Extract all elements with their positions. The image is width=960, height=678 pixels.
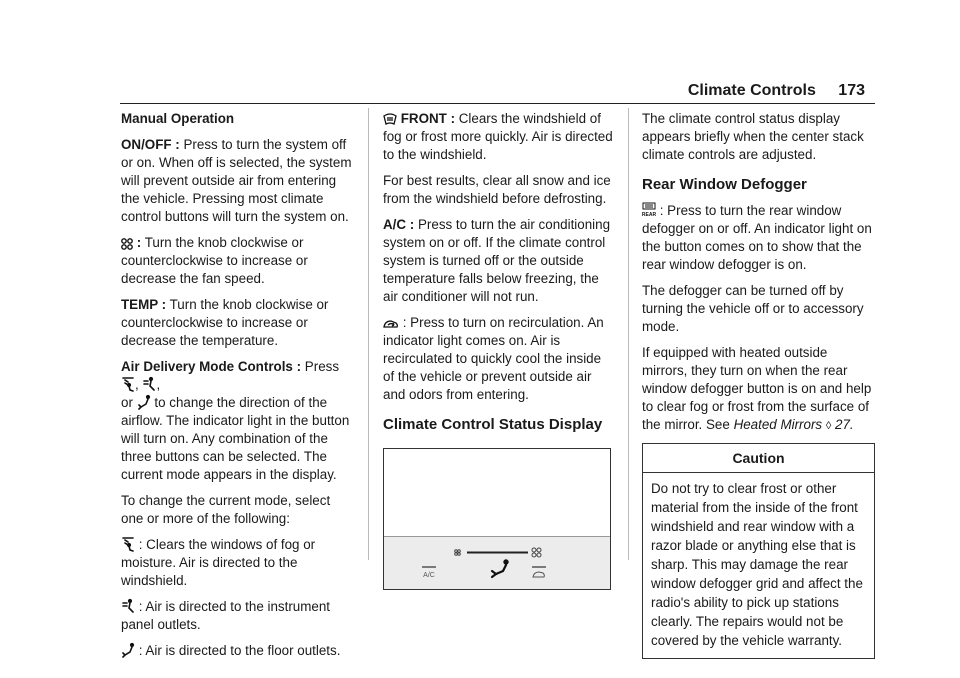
- rear-defogger-paragraph: [642, 202, 875, 274]
- ac-paragraph: [383, 216, 613, 306]
- column-divider-2: [628, 108, 629, 560]
- manual-operation-heading: Manual Operation: [121, 111, 235, 126]
- comma-1: ,: [135, 377, 139, 392]
- recirc-text: : Press to turn on recirculation. An indicator light comes on. Air is recirculated to quickly cool the inside of the vehicle or prevent outside air and odors from entering.: [383, 315, 604, 402]
- column-2: [383, 110, 613, 590]
- ac-text: Press to turn the air conditioning system on or off. If the climate control system is turned off or the outside temperature falls below freezing, the air conditioner will not run.: [383, 217, 611, 304]
- column-1: [121, 110, 354, 668]
- onoff-text: Press to turn the system off or on. When off is selected, the system will prevent outside air from entering the vehicle. Pressing most climate control buttons will turn the system on.: [121, 137, 352, 224]
- front-defrost-icon: [383, 112, 397, 126]
- press-word: Press: [304, 359, 340, 374]
- fan-label: :: [136, 235, 142, 250]
- heated-mirrors-link[interactable]: Heated Mirrors: [733, 417, 823, 432]
- fan-icon: [121, 238, 133, 250]
- display-recirc-icon: [533, 572, 544, 577]
- air-delivery-paragraph: [121, 358, 354, 484]
- onoff-label: ON/OFF :: [121, 137, 180, 152]
- mode-defog-text: : Clears the windows of fog or moisture. Air is directed to the windshield.: [121, 537, 316, 588]
- mode-vent-text: : Air is directed to the instrument panel outlets.: [121, 599, 331, 632]
- display-ac-label: A/C: [423, 572, 435, 579]
- column-3: [642, 110, 875, 659]
- front-defrost-paragraph: [383, 110, 613, 164]
- temp-label: TEMP :: [121, 297, 167, 312]
- caution-box: [642, 443, 875, 659]
- rear-icon-text: REAR: [642, 212, 656, 218]
- display-control-band: [384, 536, 610, 589]
- recirc-paragraph: [383, 314, 613, 404]
- status-display-heading: Climate Control Status Display: [383, 416, 603, 433]
- mode-floor-text: : Air is directed to the floor outlets.: [138, 643, 341, 658]
- caution-text: Do not try to clear frost or other material from the inside of the front windshield and rear window with a razor blade or anything else that is sharp. This may damage the rear window defogger grid and affect the radio's ability to pick up stations clearly. The repairs would not be covered by the vehicle warranty.: [651, 481, 863, 648]
- column-divider-1: [368, 108, 369, 560]
- floor-mode-icon: [137, 394, 151, 410]
- fan-text: Turn the knob clockwise or counterclockwise to increase or decrease the fan speed.: [121, 235, 308, 286]
- defog-mode-icon: [121, 376, 135, 392]
- temp-text: Turn the knob clockwise or counterclockwise to increase or decrease the temperature.: [121, 297, 329, 348]
- change-mode-text: To change the current mode, select one or more of the following:: [121, 493, 331, 526]
- air-delivery-text: to change the direction of the airflow. The indicator light in the button will turn on. Any combination of the three buttons can be selected. The current mode appears in the display.: [121, 395, 350, 482]
- display-airflow-icon: [492, 560, 508, 577]
- display-controls-svg: [384, 537, 610, 589]
- caution-title: Caution: [643, 444, 874, 473]
- header-rule: [120, 103, 875, 104]
- mode-floor-paragraph: [121, 642, 354, 660]
- climate-status-display-figure: [383, 448, 611, 590]
- defogger-off-text: The defogger can be turned off by turning the vehicle off or to accessory mode.: [642, 283, 864, 334]
- heated-mirrors-paragraph: [642, 344, 875, 435]
- vent-mode-icon: [142, 376, 156, 392]
- front-label: FRONT :: [400, 111, 456, 126]
- comma-2: ,: [156, 377, 161, 392]
- status-display-text: The climate control status display appears briefly when the center stack climate controls are adjusted.: [642, 111, 864, 162]
- recirculation-icon: [383, 318, 399, 330]
- best-results-text: For best results, clear all snow and ice from the windshield before defrosting.: [383, 173, 611, 206]
- rear-defogger-heading: Rear Window Defogger: [642, 176, 807, 193]
- rear-defogger-text: : Press to turn the rear window defogger on or off. An indicator light on the button comes on to show that the rear window defogger is on.: [642, 203, 872, 272]
- fan-paragraph: [121, 234, 354, 288]
- page-number: 173: [838, 82, 865, 99]
- mode-defog-paragraph: [121, 536, 354, 590]
- front-text: Clears the windshield of fog or frost more quickly. Air is directed to the windshield.: [383, 111, 613, 162]
- ac-label: A/C :: [383, 217, 415, 232]
- page-header: [688, 82, 865, 100]
- temp-paragraph: [121, 296, 354, 350]
- page-ref-arrow-icon: ◊: [825, 420, 832, 432]
- heated-mirrors-text: If equipped with heated outside mirrors, they turn on when the rear window defogger button is on and help to clear fog or frost from the surface of the mirror. See: [642, 345, 872, 432]
- onoff-paragraph: [121, 136, 354, 226]
- or-word: or: [121, 395, 133, 410]
- air-delivery-label: Air Delivery Mode Controls :: [121, 359, 302, 374]
- section-title: Climate Controls: [687, 82, 816, 99]
- defog-mode-icon: [121, 536, 135, 552]
- floor-mode-icon: [121, 642, 135, 658]
- heated-mirrors-page[interactable]: 27.: [835, 417, 854, 432]
- rear-defog-icon: [642, 202, 656, 218]
- mode-vent-paragraph: [121, 598, 354, 634]
- vent-mode-icon: [121, 598, 135, 614]
